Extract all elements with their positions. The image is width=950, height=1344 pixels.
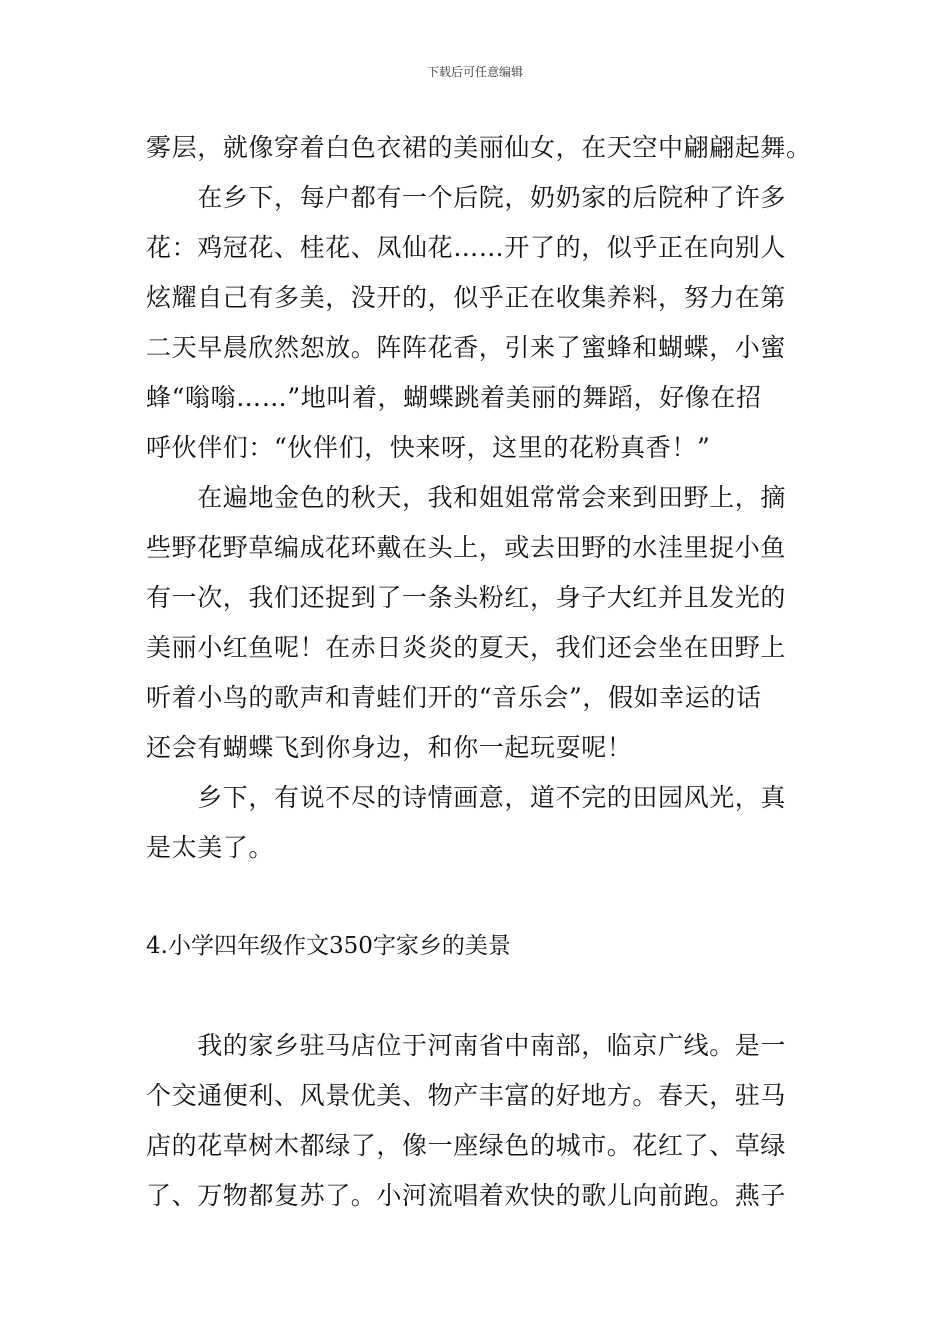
- text-line: 花：鸡冠花、桂花、凤仙花……开了的，似乎正在向别人: [146, 233, 787, 262]
- text-line: 在乡下，每户都有一个后院，奶奶家的后院种了许多: [146, 183, 787, 212]
- text-line: 我的家乡驻马店位于河南省中南部，临京广线。是一: [146, 1031, 787, 1060]
- text-line: 在遍地金色的秋天，我和姐姐常常会来到田野上，摘: [146, 483, 787, 512]
- text-line: 雾层，就像穿着白色衣裙的美丽仙女，在天空中翩翩起舞。: [146, 133, 812, 162]
- text-line: 有一次，我们还捉到了一条头粉红，身子大红并且发光的: [146, 583, 787, 612]
- text-line: 了、万物都复苏了。小河流唱着欢快的歌儿向前跑。燕子: [146, 1181, 787, 1210]
- text-line: 二天早晨欣然恕放。阵阵花香，引来了蜜蜂和蝴蝶，小蜜: [146, 333, 787, 362]
- text-line: 炫耀自己有多美，没开的，似乎正在收集养料，努力在第: [146, 283, 787, 312]
- text-line: 是太美了。: [146, 833, 275, 862]
- text-line: 呼伙伴们：“伙伴们，快来呀，这里的花粉真香！”: [146, 433, 711, 462]
- text-line: 店的花草树木都绿了，像一座绿色的城市。花红了、草绿: [146, 1131, 787, 1160]
- section-heading: 4.小学四年级作文350字家乡的美景: [146, 933, 511, 959]
- page-header-note: 下载后可任意编辑: [426, 65, 523, 79]
- text-line: 个交通便利、风景优美、物产丰富的好地方。春天，驻马: [146, 1081, 787, 1110]
- text-line: 乡下，有说不尽的诗情画意，道不完的田园风光，真: [146, 783, 787, 812]
- text-line: 还会有蝴蝶飞到你身边，和你一起玩耍呢！: [146, 733, 633, 762]
- text-line: 美丽小红鱼呢！在赤日炎炎的夏天，我们还会坐在田野上: [146, 633, 787, 662]
- text-line: 听着小鸟的歌声和青蛙们开的“音乐会”，假如幸运的话: [146, 683, 762, 712]
- text-line: 些野花野草编成花环戴在头上，或去田野的水洼里捉小鱼: [146, 533, 787, 562]
- text-line: 蜂“嗡嗡……”地叫着，蝴蝶跳着美丽的舞蹈，好像在招: [146, 383, 762, 412]
